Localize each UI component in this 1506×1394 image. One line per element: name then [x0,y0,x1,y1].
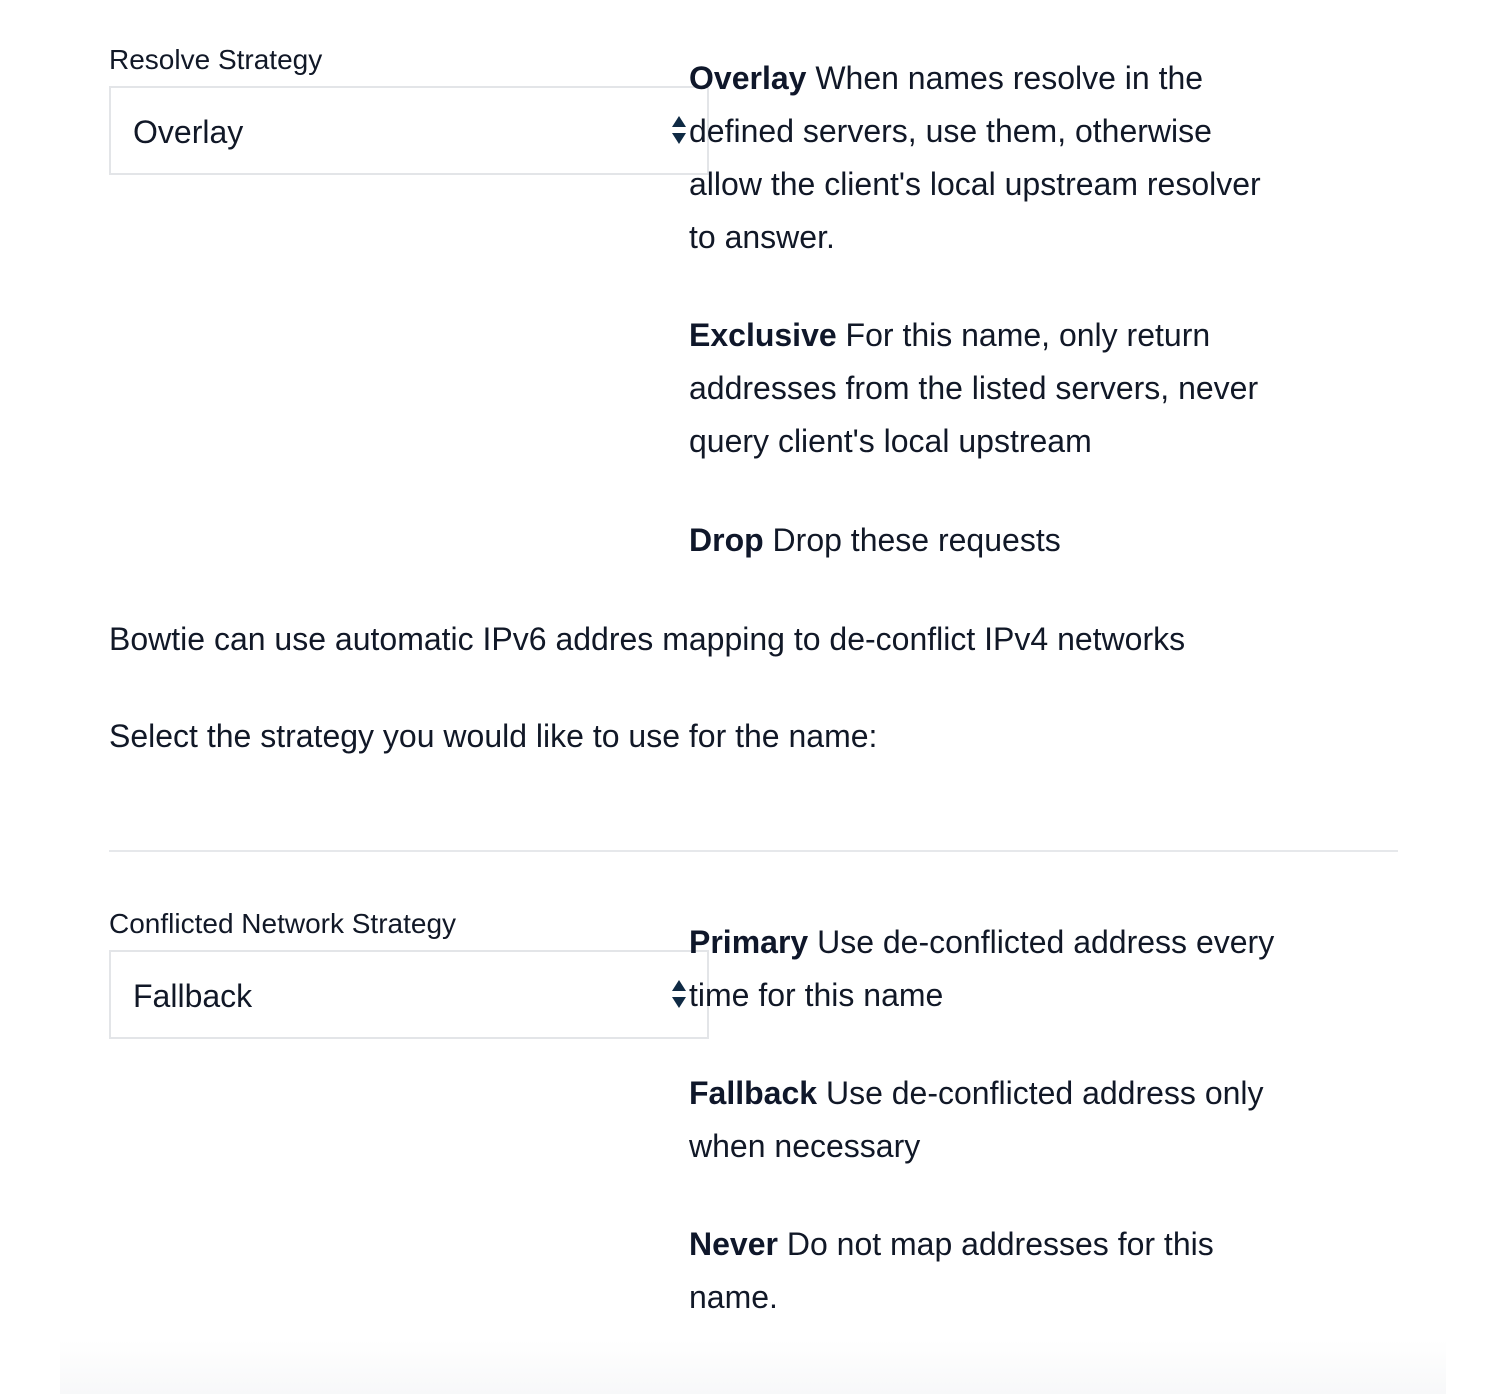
option-text: Use de-conflicted address only when necessary [689,1075,1264,1164]
resolve-strategy-field [109,44,709,76]
option-name: Primary [689,924,809,960]
conflicted-strategy-value: Fallback [133,978,253,1014]
option-description-exclusive [689,309,1289,468]
resolve-strategy-select[interactable] [109,86,709,175]
option-description-drop [689,514,1289,567]
option-description-fallback [689,1067,1289,1173]
option-name: Exclusive [689,317,837,353]
option-name: Fallback [689,1075,818,1111]
conflicted-strategy-field [109,908,709,940]
updown-caret-icon [671,114,687,146]
resolve-strategy-label: Resolve Strategy [109,44,323,75]
option-name: Overlay [689,60,807,96]
conflicted-strategy-select[interactable] [109,950,709,1039]
option-text: Drop these requests [772,522,1061,558]
bottom-shadow [60,1340,1446,1394]
option-text: When names resolve in the defined servers, use them, otherwise allow the client's local upstream resolver to answer. [689,60,1261,255]
option-text: Use de-conflicted address every time for this name [689,924,1275,1013]
divider [109,850,1398,852]
option-description-overlay [689,52,1289,264]
option-name: Drop [689,522,764,558]
ipv6-mapping-text: Bowtie can use automatic IPv6 addres mapping to de-conflict IPv4 networks [109,621,1186,657]
option-text: For this name, only return addresses from the listed servers, never query client's local upstream [689,317,1259,459]
select-strategy-prompt: Select the strategy you would like to use for the name: [109,718,878,754]
conflicted-strategy-label: Conflicted Network Strategy [109,908,457,939]
option-name: Never [689,1226,778,1262]
updown-caret-icon [671,978,687,1010]
option-description-never [689,1218,1289,1324]
option-description-primary [689,916,1289,1022]
resolve-strategy-value: Overlay [133,114,244,150]
option-text: Do not map addresses for this name. [689,1226,1214,1315]
